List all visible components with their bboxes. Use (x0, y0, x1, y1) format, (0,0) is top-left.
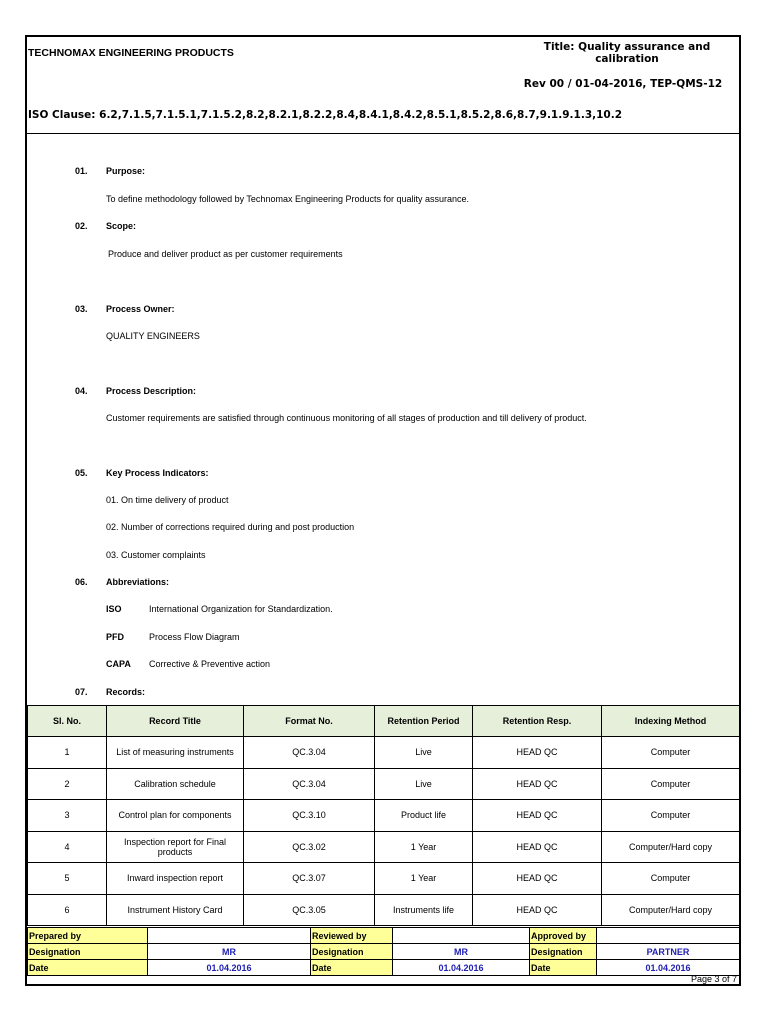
column-header: Record Title (107, 706, 244, 737)
section-01-number: 01. (75, 166, 88, 176)
table-cell: 1 (28, 737, 107, 769)
section-05-number: 05. (75, 468, 88, 478)
table-cell: QC.3.04 (244, 737, 375, 769)
prepared-by-label: Prepared by (28, 928, 148, 944)
section-02-heading: Scope: (106, 221, 137, 231)
abbreviation-meaning: International Organization for Standardization. (149, 604, 333, 614)
table-cell: HEAD QC (473, 894, 602, 926)
table-cell: Product life (375, 800, 473, 832)
reviewed-by-value (393, 928, 530, 944)
reviewed-by-label: Reviewed by (311, 928, 393, 944)
date-label: Date (28, 960, 148, 976)
table-cell: Computer/Hard copy (602, 894, 740, 926)
table-cell: 6 (28, 894, 107, 926)
section-03-number: 03. (75, 304, 88, 314)
section-02-text: Produce and deliver product as per customer requirements (108, 249, 343, 259)
table-cell: 1 Year (375, 831, 473, 863)
kpi-item: 02. Number of corrections required during and post production (106, 522, 355, 532)
table-cell: Computer (602, 800, 740, 832)
revision-info: Rev 00 / 01-04-2016, TEP-QMS-12 (523, 78, 723, 90)
table-cell: QC.3.05 (244, 894, 375, 926)
table-cell: Inward inspection report (107, 863, 244, 895)
section-04-number: 04. (75, 386, 88, 396)
designation-label: Designation (28, 944, 148, 960)
abbreviation-term: CAPA (106, 659, 131, 669)
prepared-by-value (148, 928, 311, 944)
document-header (27, 37, 739, 134)
table-row (28, 894, 740, 926)
reviewed-designation: MR (393, 944, 530, 960)
table-cell: Computer/Hard copy (602, 831, 740, 863)
table-cell: Computer (602, 863, 740, 895)
section-03-text: QUALITY ENGINEERS (106, 331, 200, 341)
signoff-row (28, 960, 740, 976)
approved-designation: PARTNER (597, 944, 740, 960)
section-04-text: Customer requirements are satisfied through continuous monitoring of all stages of production and till delivery of product. (106, 413, 587, 423)
table-cell: 2 (28, 768, 107, 800)
document-title (517, 41, 737, 65)
table-row (28, 831, 740, 863)
prepared-date: 01.04.2016 (148, 960, 311, 976)
document-sheet (25, 35, 741, 986)
company-name: TECHNOMAX ENGINEERING PRODUCTS (28, 47, 234, 59)
designation-label: Designation (311, 944, 393, 960)
section-05-heading: Key Process Indicators: (106, 468, 209, 478)
page-number: Page 3 of 7 (690, 974, 737, 984)
abbreviation-term: PFD (106, 632, 124, 642)
designation-label: Designation (530, 944, 597, 960)
iso-clause: ISO Clause: 6.2,7.1.5,7.1.5.1,7.1.5.2,8.2,8.2.1,8.2.2,8.4,8.4.1,8.4.2,8.5.1,8.5.2,8.6,8.7,9.1.9.1.3,10.2 (28, 109, 623, 121)
table-cell: HEAD QC (473, 800, 602, 832)
column-header: Retention Period (375, 706, 473, 737)
table-cell: Computer (602, 737, 740, 769)
table-cell: QC.3.07 (244, 863, 375, 895)
table-cell: Computer (602, 768, 740, 800)
column-header: Retention Resp. (473, 706, 602, 737)
abbreviation-meaning: Corrective & Preventive action (149, 659, 271, 669)
signoff-table (27, 927, 740, 976)
table-cell: HEAD QC (473, 768, 602, 800)
approved-by-label: Approved by (530, 928, 597, 944)
column-header: Sl. No. (28, 706, 107, 737)
table-cell: 1 Year (375, 863, 473, 895)
signoff-row (28, 944, 740, 960)
abbreviation-term: ISO (106, 604, 122, 614)
table-cell: List of measuring instruments (107, 737, 244, 769)
reviewed-date: 01.04.2016 (393, 960, 530, 976)
date-label: Date (311, 960, 393, 976)
abbreviation-meaning: Process Flow Diagram (149, 632, 240, 642)
column-header: Format No. (244, 706, 375, 737)
table-row (28, 768, 740, 800)
table-cell: Live (375, 737, 473, 769)
table-cell: HEAD QC (473, 863, 602, 895)
records-table (27, 705, 740, 926)
date-label: Date (530, 960, 597, 976)
column-header: Indexing Method (602, 706, 740, 737)
table-row (28, 737, 740, 769)
title-line-2: calibration (595, 53, 659, 65)
table-cell: QC.3.04 (244, 768, 375, 800)
table-cell: HEAD QC (473, 831, 602, 863)
approved-date: 01.04.2016 (597, 960, 740, 976)
approved-by-value (597, 928, 740, 944)
table-cell: Control plan for components (107, 800, 244, 832)
kpi-item: 03. Customer complaints (106, 550, 206, 560)
section-06-heading: Abbreviations: (106, 577, 170, 587)
table-cell: 4 (28, 831, 107, 863)
table-cell: Instruments life (375, 894, 473, 926)
section-03-heading: Process Owner: (106, 304, 175, 314)
prepared-designation: MR (148, 944, 311, 960)
table-row (28, 800, 740, 832)
table-cell: Live (375, 768, 473, 800)
table-cell: Instrument History Card (107, 894, 244, 926)
table-cell: QC.3.02 (244, 831, 375, 863)
table-cell: Calibration schedule (107, 768, 244, 800)
section-02-number: 02. (75, 221, 88, 231)
table-cell: 5 (28, 863, 107, 895)
section-04-heading: Process Description: (106, 386, 197, 396)
section-01-heading: Purpose: (106, 166, 146, 176)
table-cell: Inspection report for Final products (107, 831, 244, 863)
records-header-row (28, 706, 740, 737)
section-07-heading: Records: (106, 687, 146, 697)
table-row (28, 863, 740, 895)
title-line-1: Title: Quality assurance and (543, 41, 711, 53)
kpi-item: 01. On time delivery of product (106, 495, 229, 505)
signoff-row (28, 928, 740, 944)
table-cell: QC.3.10 (244, 800, 375, 832)
section-07-number: 07. (75, 687, 88, 697)
table-cell: HEAD QC (473, 737, 602, 769)
section-01-text: To define methodology followed by Technomax Engineering Products for quality assurance. (106, 194, 470, 204)
table-cell: 3 (28, 800, 107, 832)
section-06-number: 06. (75, 577, 88, 587)
